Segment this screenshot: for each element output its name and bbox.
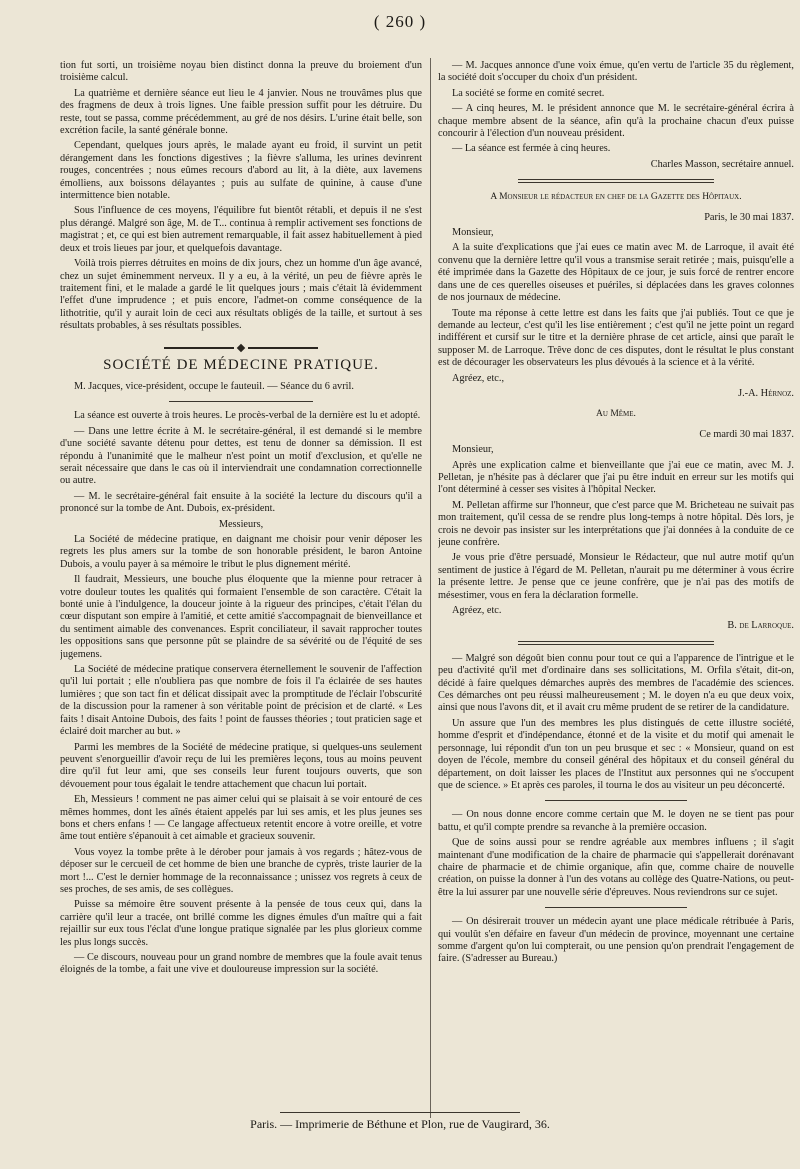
paragraph: Cependant, quelques jours après, le malade ayant eu froid, il survint un petit dérangement dans les fonctions digestives ; la fièvre s'alluma, les urines devinrent rouges, concentrées ; nous eûmes recours d'abord au lit, à la diète, aux lavemens émolliens, aux boissons délayantes ; puis au sulfate de quinine, à cause d'une intermittence bien notable. bbox=[60, 140, 422, 202]
paragraph: La Société de médecine pratique conservera éternellement le souvenir de l'affection qu'il lui portait ; elle n'oubliera pas que nombre de fois il l'a éclairée de ses hautes lumières ; que son tact fin et délicat dissipait avec la promptitude de l'éclair l'obscurité de la discussion pour la ramener à son véritable point de précision et de clarté. « Les faits ! disait Antoine Dubois, des faits ! point de fausses théories ; tout praticien sage et éclairé doit marcher au but. » bbox=[60, 664, 422, 738]
paragraph: Eh, Messieurs ! comment ne pas aimer celui qui se plaisait à se voir entouré de ces mêmes hommes, dont les aînés étaient appelés par lui ses amis, et les plus jeunes ses bons et chers enfans ! — Ce langage affectueux retentit encore à votre oreille, et votre âme tout entière s'épanouit à cet aimable et gracieux souvenir. bbox=[60, 794, 422, 843]
letter-salutation: Monsieur, bbox=[452, 227, 494, 239]
speech-salutation: Messieurs, bbox=[218, 518, 264, 530]
paragraph: — Malgré son dégoût bien connu pour tout ce qui a l'apparence de l'intrigue et le peu d'activité qu'il met d'ordinaire dans ses sollicitations, M. Orfila s'était, dit-on, décidé à faire quelques démarches auprès des membres de l'académie des sciences. Ces démarches ont peu réussi malheureusement ; M. le doyen n'a eu que deux voix, ainsi que nous l'avons dit, et il avait cru même prudent de se retirer de la candidature. bbox=[438, 652, 794, 714]
paragraph: Vous voyez la tombe prête à le dérober pour jamais à vos regards ; hâtez-vous de déposer sur le cercueil de cet homme de bien une branche de cyprès, triste laurier de la mort !... C'est le dernier hommage de la reconnaissance ; unissez vos regrets à ceux de ses proches, de ses amis, de ses collègues. bbox=[60, 846, 422, 895]
column-divider bbox=[430, 58, 431, 1118]
printer-footer: Paris. — Imprimerie de Béthune et Plon, rue de Vaugirard, 36. bbox=[250, 1117, 550, 1131]
divider bbox=[518, 179, 714, 183]
section-title: SOCIÉTÉ DE MÉDECINE PRATIQUE. bbox=[103, 356, 379, 373]
paragraph: Agréez, etc. bbox=[452, 605, 502, 617]
footer-rule bbox=[280, 1112, 520, 1113]
paragraph: Toute ma réponse à cette lettre est dans les faits que j'ai publiés. Tout ce que je demande au lecteur, c'est qu'il les lise entièrement ; c'est qu'il ne jette point un regard indifférent et cursif sur le titre et la dernière phrase de cet article, ainsi que paraît le supposer M. de Larroque. Trêve donc de ces disputes, dont le résultat le plus constant est de décourager les observateurs les plus dévoués à la science et à la vérité. bbox=[438, 307, 794, 369]
paragraph: Puisse sa mémoire être souvent présente à la pensée de tous ceux qui, dans la carrière qu'il leur a tracée, ont brillé comme les dignes émules d'un maître qui a fait rejaillir sur eux tous l'éclat d'une longue pratique signalée par les plus glorieux comme les plus longs succès. bbox=[60, 899, 422, 948]
signature: J.-A. Hérnoz. bbox=[738, 387, 794, 399]
paragraph: — Ce discours, nouveau pour un grand nombre de membres que la foule avait tenus éloignés de la tombe, a fait une vive et douloureuse impression sur la société. bbox=[60, 952, 422, 976]
paragraph: La séance est ouverte à trois heures. Le procès-verbal de la dernière est lu et adopté. bbox=[74, 410, 421, 422]
paragraph: Il faudrait, Messieurs, une bouche plus éloquente que la mienne pour retracer à votre douleur toutes les qualités qui formaient l'ensemble de son caractère. C'était la bonté unie à l'indulgence, la douceur jointe à la rigueur des principes, c'était l'élan du cœur disputant son empire à l'amitié, et cette amitié s'accompagnait de bienveillance et du sentiment aimable des convenances. Esprit conciliateur, il savait rapprocher toutes les oppositions sans que personne pût se plaindre de sa sévérité ou de l'équité de ses jugemens. bbox=[60, 574, 422, 660]
signature: Charles Masson, secrétaire annuel. bbox=[650, 158, 794, 170]
paragraph: Parmi les membres de la Société de médecine pratique, si quelques-uns seulement peuvent s'enorgueillir d'avoir reçu de lui les premières leçons, tous au moins peuvent dire qu'il fut leur ami, que ses conseils leur furent toujours ouverts, que son dévouement pour tous égalait le tendre attachement que chacun lui portait. bbox=[60, 741, 422, 790]
paragraph: A la suite d'explications que j'ai eues ce matin avec M. de Larroque, il avait été convenu que la dernière lettre qu'il vous a transmise serait retirée ; mais, puisqu'elle a été imprimée dans la Gazette des Hôpitaux de ce jour, je suis forcé de rentrer encore dans une de ces querelles oiseuses et puériles, si déplacées dans les graves colonnes de nos journaux de médecine. bbox=[438, 242, 794, 304]
paragraph: M. Pelletan affirme sur l'honneur, que c'est parce que M. Bricheteau ne suivait pas mon traitement, qu'il cessa de se rendre plus long-temps à notre hôpital. Dès lors, je crois ne devoir pas insister sur les interprétations que j'ai données à la conduite de ce jeune confrère. bbox=[438, 499, 794, 548]
letter-date: Ce mardi 30 mai 1837. bbox=[699, 428, 794, 440]
paragraph: La société se forme en comité secret. bbox=[452, 87, 605, 99]
paragraph: — On nous donne encore comme certain que M. le doyen ne se tient pas pour battu, et qu'il compte prendre sa revanche à la première occasion. bbox=[438, 809, 794, 833]
paragraph: — La séance est fermée à cinq heures. bbox=[452, 143, 611, 155]
divider bbox=[169, 401, 314, 402]
letter-date: Paris, le 30 mai 1837. bbox=[704, 211, 794, 223]
paragraph: — Dans une lettre écrite à M. le secrétaire-général, il est demandé si le membre d'une société savante détenu pour dettes, est tenu de donner sa démission. Il est répondu à l'unanimité que le malheur n'est point un motif d'exclusion, et qu'elle ne serait nécessaire que dans le cas où il interviendrait une condamnation correctionnelle ou autre. bbox=[60, 425, 422, 487]
paragraph: La quatrième et dernière séance eut lieu le 4 janvier. Nous ne trouvâmes plus que des fragmens de deux à trois lignes. Une faible pression suffit pour les détruire. Du reste, tout se passa, comme précédemment, au gré de nos désirs. L'urine était belle, son excrétion facile, la santé générale bonne. bbox=[60, 87, 422, 137]
paragraph: Un assure que l'un des membres les plus distingués de cette illustre société, homme d'esprit et d'indépendance, étonné et de la visite et du motif qui amenait le personnage, lui répondit d'un ton un peu brusque et sec : « Monsieur, quand on est doyen de l'école, membre du conseil général des hôpitaux et du conseil général du département, on doit laisser les places de l'Institut aux personnes qui ne s'occupent que de science. » Et après ces paroles, il tourna le dos au visiteur un peu déconcerté. bbox=[438, 717, 794, 791]
left-column bbox=[60, 60, 422, 1115]
divider bbox=[545, 800, 687, 801]
signature: B. de Larroque. bbox=[727, 620, 794, 632]
paragraph: Que de soins aussi pour se rendre agréable aux membres influens ; il s'agit maintenant d'une modification de la chaire de pharmacie qui s'appellerait dorénavant chaire de pharmacie et de chimie organique, afin que, comme chaire de nouvelle création, on puisse la donner à l'un des votans au collège des Quatre-Nations, ou peut-être la lui assurer par une nouvelle série d'épreuves. Nous reviendrons sur ce sujet. bbox=[438, 837, 794, 898]
letter-heading: A Monsieur le rédacteur en chef de la Gazette des Hôpitaux. bbox=[490, 192, 742, 203]
paragraph: Voilà trois pierres détruites en moins de dix jours, chez un homme d'un âge avancé, chez un sujet éminemment nerveux. Il y a eu, à la vérité, un peu de fièvre après le traitement fini, et le malade a gardé le lit quelques jours ; mais c'était là évidemment l'effet d'une imprudence ; et puis encore, l'admet-on comme conséquence de la lithotritie, qu'il y aurait loin de ceci aux résultats obligés de la taille, et surtout à ses résultats probables, à ses résultats possibles. bbox=[60, 258, 422, 332]
letter-salutation: Monsieur, bbox=[452, 444, 494, 456]
right-column bbox=[438, 60, 794, 1115]
paragraph: Je vous prie d'être persuadé, Monsieur le Rédacteur, que nul autre motif qu'un sentiment de justice à l'égard de M. Pelletan, n'aurait pu me déterminer à vous écrire la présente lettre. Je pense que ce jeune confrère, que je n'ai pas des motifs de mésestimer, vous en fera la déclaration formelle. bbox=[438, 552, 794, 601]
session-chair-line: M. Jacques, vice-président, occupe le fauteuil. — Séance du 6 avril. bbox=[74, 380, 354, 392]
divider bbox=[518, 641, 714, 645]
paragraph: — On désirerait trouver un médecin ayant une place médicale rétribuée à Paris, qui voulût s'en défaire en faveur d'un médecin de province, moyennant une certaine somme d'argent qu'on lui compterait, ou une pension qu'on prendrait l'engagement de faire. (S'adresser au Bureau.) bbox=[438, 916, 794, 965]
page-number: ( 260 ) bbox=[373, 12, 427, 31]
divider bbox=[545, 907, 687, 908]
paragraph: — A cinq heures, M. le président annonce que M. le secrétaire-général écrira à chaque membre absent de la séance, afin qu'à la prochaine chacun d'eux puisse concourir à l'élection d'un nouveau président. bbox=[438, 103, 794, 140]
paragraph: Sous l'influence de ces moyens, l'équilibre fut bientôt rétabli, et depuis il ne s'est plus dérangé. Malgré son âge, M. de T... continua à remplir activement ses fonctions de magistrat ; et, ce qui est bien autrement remarquable, il fait assez habituellement à pied deux et trois lieues par jour, et quelquefois davantage. bbox=[60, 205, 422, 254]
paragraph: tion fut sorti, un troisième noyau bien distinct donna la preuve du broiement d'un troisième calcul. bbox=[60, 60, 422, 84]
paragraph: — M. Jacques annonce d'une voix émue, qu'en vertu de l'article 35 du règlement, la société doit s'occuper du choix d'un président. bbox=[438, 60, 794, 84]
paragraph: La Société de médecine pratique, en daignant me choisir pour venir déposer les regrets les plus amers sur la tombe de son honorable président, le baron Antoine Dubois, a voulu payer à sa mémoire le tribut le plus dignement mérité. bbox=[60, 534, 422, 570]
paragraph: Agréez, etc., bbox=[452, 372, 505, 384]
paragraph: — M. le secrétaire-général fait ensuite à la société la lecture du discours qu'il a prononcé sur la tombe de Ant. Dubois, ex-président. bbox=[60, 490, 422, 515]
letter-heading: Au Même. bbox=[596, 409, 636, 420]
paragraph: Après une explication calme et bienveillante que j'ai eue ce matin, avec M. J. Pelletan, je n'hésite pas à déclarer que j'ai pu être induit en erreur sur les motifs qui l'ont déterminé à cesser ses visites à l'hôpital Necker. bbox=[438, 459, 794, 496]
ornament-divider bbox=[60, 343, 422, 351]
